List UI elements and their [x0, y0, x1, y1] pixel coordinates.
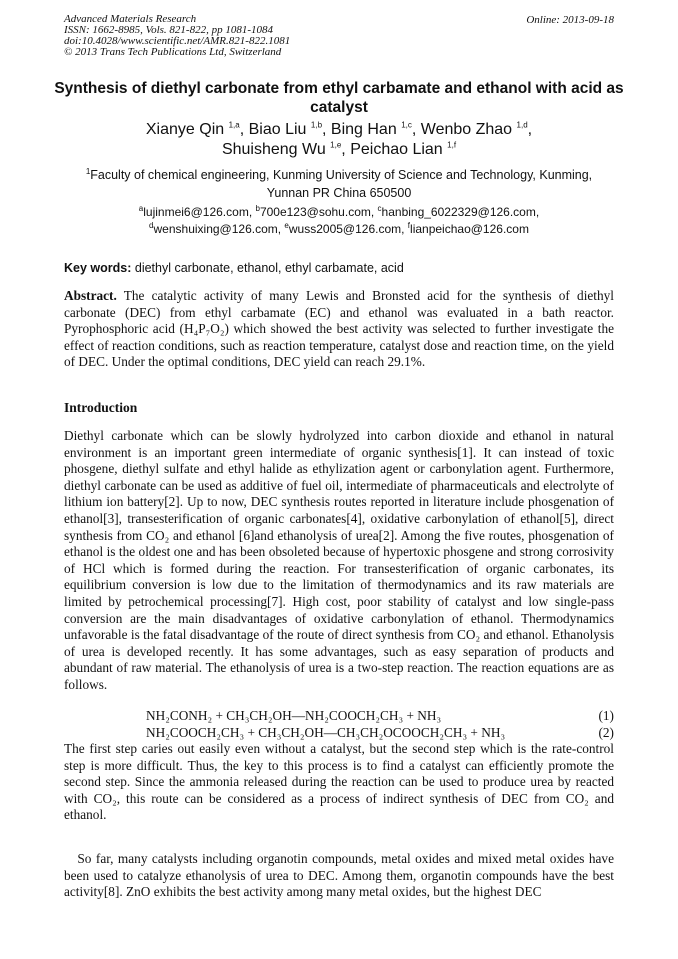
introduction-paragraph-1: Diethyl carbonate which can be slowly hydrolyzed into carbon dioxide and ethanol in natural environment is an important green intermediate of organic synthesis[1]. It can instead of toxic phosgene, diethyl sulfate and ethyl halide as ethylization agent or carbonylation agent. Furthermore, diethyl carbonate can be used as additive of fuel oil, intermediate of pharmaceuticals and electrolyte of lithium ion battery[2]. Up to now, DEC synthesis routes reported in literature include phosgenation of ethanol[3], transesterification of organic carbonates[4], oxidative carbonylation of ethanol[5], direct synthesis from CO₂ and ethanol [6]and ethanolysis of urea[2]. Among the five routes, phosgenation of ethanol is the oldest one and has been obsoleted because of hypertoxic phosgene and strong corrosivity of HCl which is formed during the reaction. For transesterification of organic carbonates, its equilibrium conversion is low due to the limitation of thermodynamics and its raw materials are limited by petrochemical processing[7]. High cost, poor stability of catalyst and low single-pass conversion are the main disadvantages of oxidative carbonylation of ethanol. Thermodynamics unfavorable is the fatal disadvantage of the route of direct synthesis from CO₂ and ethanol. Ethanolysis of urea is developed recently. It has some advantages, such as easy separation of products and abundant of raw material. The ethanolysis of urea is a two-step reaction. The reaction equations are as follows. [64, 428, 614, 692]
journal-name: Advanced Materials Research [64, 13, 197, 25]
email: $^a$lujinmei6@126.com [138, 204, 249, 219]
introduction-heading: Introduction [64, 400, 138, 415]
keywords: Key words: diethyl carbonate, ethanol, ethyl carbamate, acid [64, 261, 404, 275]
email: $^c$hanbing_6022329@126.com [377, 204, 536, 219]
author: Bing Han $^{1,c}$ [330, 120, 412, 138]
doi: doi:10.4028/www.scientific.net/AMR.821-822.1081 [64, 35, 291, 47]
introduction-paragraph-2: The first step caries out easily even without a catalyst, but the second step which is the rate-control step is more difficult. Thus, the key to this process is to find a catalyst can efficiently promote the second step. Since the ammonia released during the reaction can be used to produce urea by reacted with CO₂, this route can be considered as a process of indirect synthesis of DEC from CO₂ and ethanol. [64, 741, 614, 823]
email-list: $^a$lujinmei6@126.com, $^b$700e123@sohu.com, $^c$hanbing_6022329@126.com, $^d$wenshuixing@126.com, $^e$wuss2005@126.com, $^f$lianpeichao@126.com [138, 204, 540, 236]
paper-page: Advanced Materials Research ISSN: 1662-8985, Vols. 821-822, pp 1081-1084 doi:10.4028/www.scientific.net/AMR.821-822.1081 © 2013 Trans Tech Publications Ltd, Switzerland Online: 2013-09-18 Synthesis of diethyl carbonate from ethyl carbamate and ethanol with acid as catalyst Xianye Qin $^{1,a}$, Biao Liu $^{1,b}$, Bing Han $^{1,c}$, Wenbo Zhao $^{1,d}$, Shuisheng Wu $^{1,e}$, Peichao Lian $^{1,f}$ $^1$Faculty of chemical engineering, Kunming University of Science and Technology, Kunming, Yunnan PR China 650500 $^a$lujinmei6@126.com, $^b$700e123@sohu.com, $^c$hanbing_6022329@126.com, $^d$wenshuixing@126.com, $^e$wuss2005@126.com, $^f$lianpeichao@126.com Key words: diethyl carbonate, ethanol, ethyl carbamate, acid Abstract. The catalytic activity of many Lewis and Bronsted acid for the synthesis of diethyl carbonate (DEC) from ethyl carbamate (EC) and ethanol was evaluated in a bath reactor. Pyrophosphoric acid (H₄P₇O₂) which showed the best activity was selected to further investigate the effect of reaction conditions, such as reaction temperature, catalyst dose and reaction time, on the yield of DEC. Under the optimal conditions, DEC yield can reach 29.1%. Introduction Diethyl carbonate which can be slowly hydrolyzed into carbon dioxide and ethanol in natural environment is an important green intermediate of organic synthesis[1]. It can instead of toxic phosgene, diethyl sulfate and ethyl halide as ethylization agent or carbonylation agent. Furthermore, diethyl carbonate can be used as additive of fuel oil, intermediate of pharmaceuticals and electrolyte of lithium ion battery[2]. Up to now, DEC synthesis routes reported in literature include phosgenation of ethanol[3], transesterification of organic carbonates[4], oxidative carbonylation of ethanol[5], direct synthesis from CO₂ and ethanol [6]and ethanolysis of urea[2]. Among the five routes, phosgenation of ethanol is the oldest one and has been obsoleted because of hypertoxic phosgene and strong corrosivity of HCl which is formed during the reaction. For transesterification of organic carbonates, its equilibrium conversion is low due to the limitation of thermodynamics and its raw materials are limited by petrochemical processing[7]. High cost, poor stability of catalyst and low single-pass conversion are the main disadvantages of oxidative carbonylation of ethanol. Thermodynamics unfavorable is the fatal disadvantage of the route of direct synthesis from CO₂ and ethanol. Ethanolysis of urea is developed recently. It has some advantages, such as easy separation of products and abundant of raw material. The ethanolysis of urea is a two-step reaction. The reaction equations are as follows. NH₂CONH₂ + CH₃CH₂OH—NH₂COOCH₂CH₃ + NH₃ (1) NH₂COOCH₂CH₃ + CH₃CH₂OH—CH₃CH₂OCOOCH₂CH₃ + NH₃ (2) The first step caries out easily even without a catalyst, but the second step which is the rate-control step is more difficult. Thus, the key to this process is to find a catalyst can efficiently promote the second step. Since the ammonia released during the reaction can be used to produce urea by reacted with CO₂, this route can be considered as a process of indirect synthesis of DEC from CO₂ and ethanol. So far, many catalysts including organotin compounds, metal oxides and mixed metal oxides have been used to catalyze ethanolysis of urea to DEC. Among them, organotin compounds have the best activity[8]. ZnO exhibits the best activity among many metal oxides, but the highest DEC [0, 0, 678, 959]
email: $^b$700e123@sohu.com [255, 204, 371, 219]
introduction-paragraph-3: So far, many catalysts including organotin compounds, metal oxides and mixed metal oxides have been used to catalyze ethanolysis of urea to DEC. Among them, organotin compounds have the best activity[8]. ZnO exhibits the best activity among many metal oxides, but the highest DEC [64, 851, 614, 900]
author: Wenbo Zhao $^{1,d}$ [420, 120, 528, 138]
author: Biao Liu $^{1,b}$ [248, 120, 323, 138]
affiliation: $^1$Faculty of chemical engineering, Kunming University of Science and Technology, Kunming, Yunnan PR China 650500 [85, 166, 593, 200]
online-date: Online: 2013-09-18 [526, 14, 614, 26]
email: $^f$lianpeichao@126.com [407, 221, 529, 236]
paper-title: Synthesis of diethyl carbonate from ethyl carbamate and ethanol with acid as catalyst [54, 80, 624, 116]
journal-header [64, 14, 290, 58]
issn: ISSN: 1662-8985, Vols. 821-822, pp 1081-1084 [64, 24, 273, 36]
email: $^e$wuss2005@126.com [284, 221, 402, 236]
copyright: © 2013 Trans Tech Publications Ltd, Switzerland [64, 46, 282, 58]
author-list: Xianye Qin $^{1,a}$, Biao Liu $^{1,b}$, Bing Han $^{1,c}$, Wenbo Zhao $^{1,d}$, Shuisheng Wu $^{1,e}$, Peichao Lian $^{1,f}$ [145, 120, 533, 158]
author: Peichao Lian $^{1,f}$ [350, 140, 457, 158]
abstract: Abstract. The catalytic activity of many Lewis and Bronsted acid for the synthesis of diethyl carbonate (DEC) from ethyl carbamate (EC) and ethanol was evaluated in a bath reactor. Pyrophosphoric acid (H₄P₇O₂) which showed the best activity was selected to further investigate the effect of reaction conditions, such as reaction temperature, catalyst dose and reaction time, on the yield of DEC. Under the optimal conditions, DEC yield can reach 29.1%. [64, 288, 614, 370]
author: Xianye Qin $^{1,a}$ [145, 120, 240, 138]
author: Shuisheng Wu $^{1,e}$ [221, 140, 342, 158]
email: $^d$wenshuixing@126.com [149, 221, 278, 236]
